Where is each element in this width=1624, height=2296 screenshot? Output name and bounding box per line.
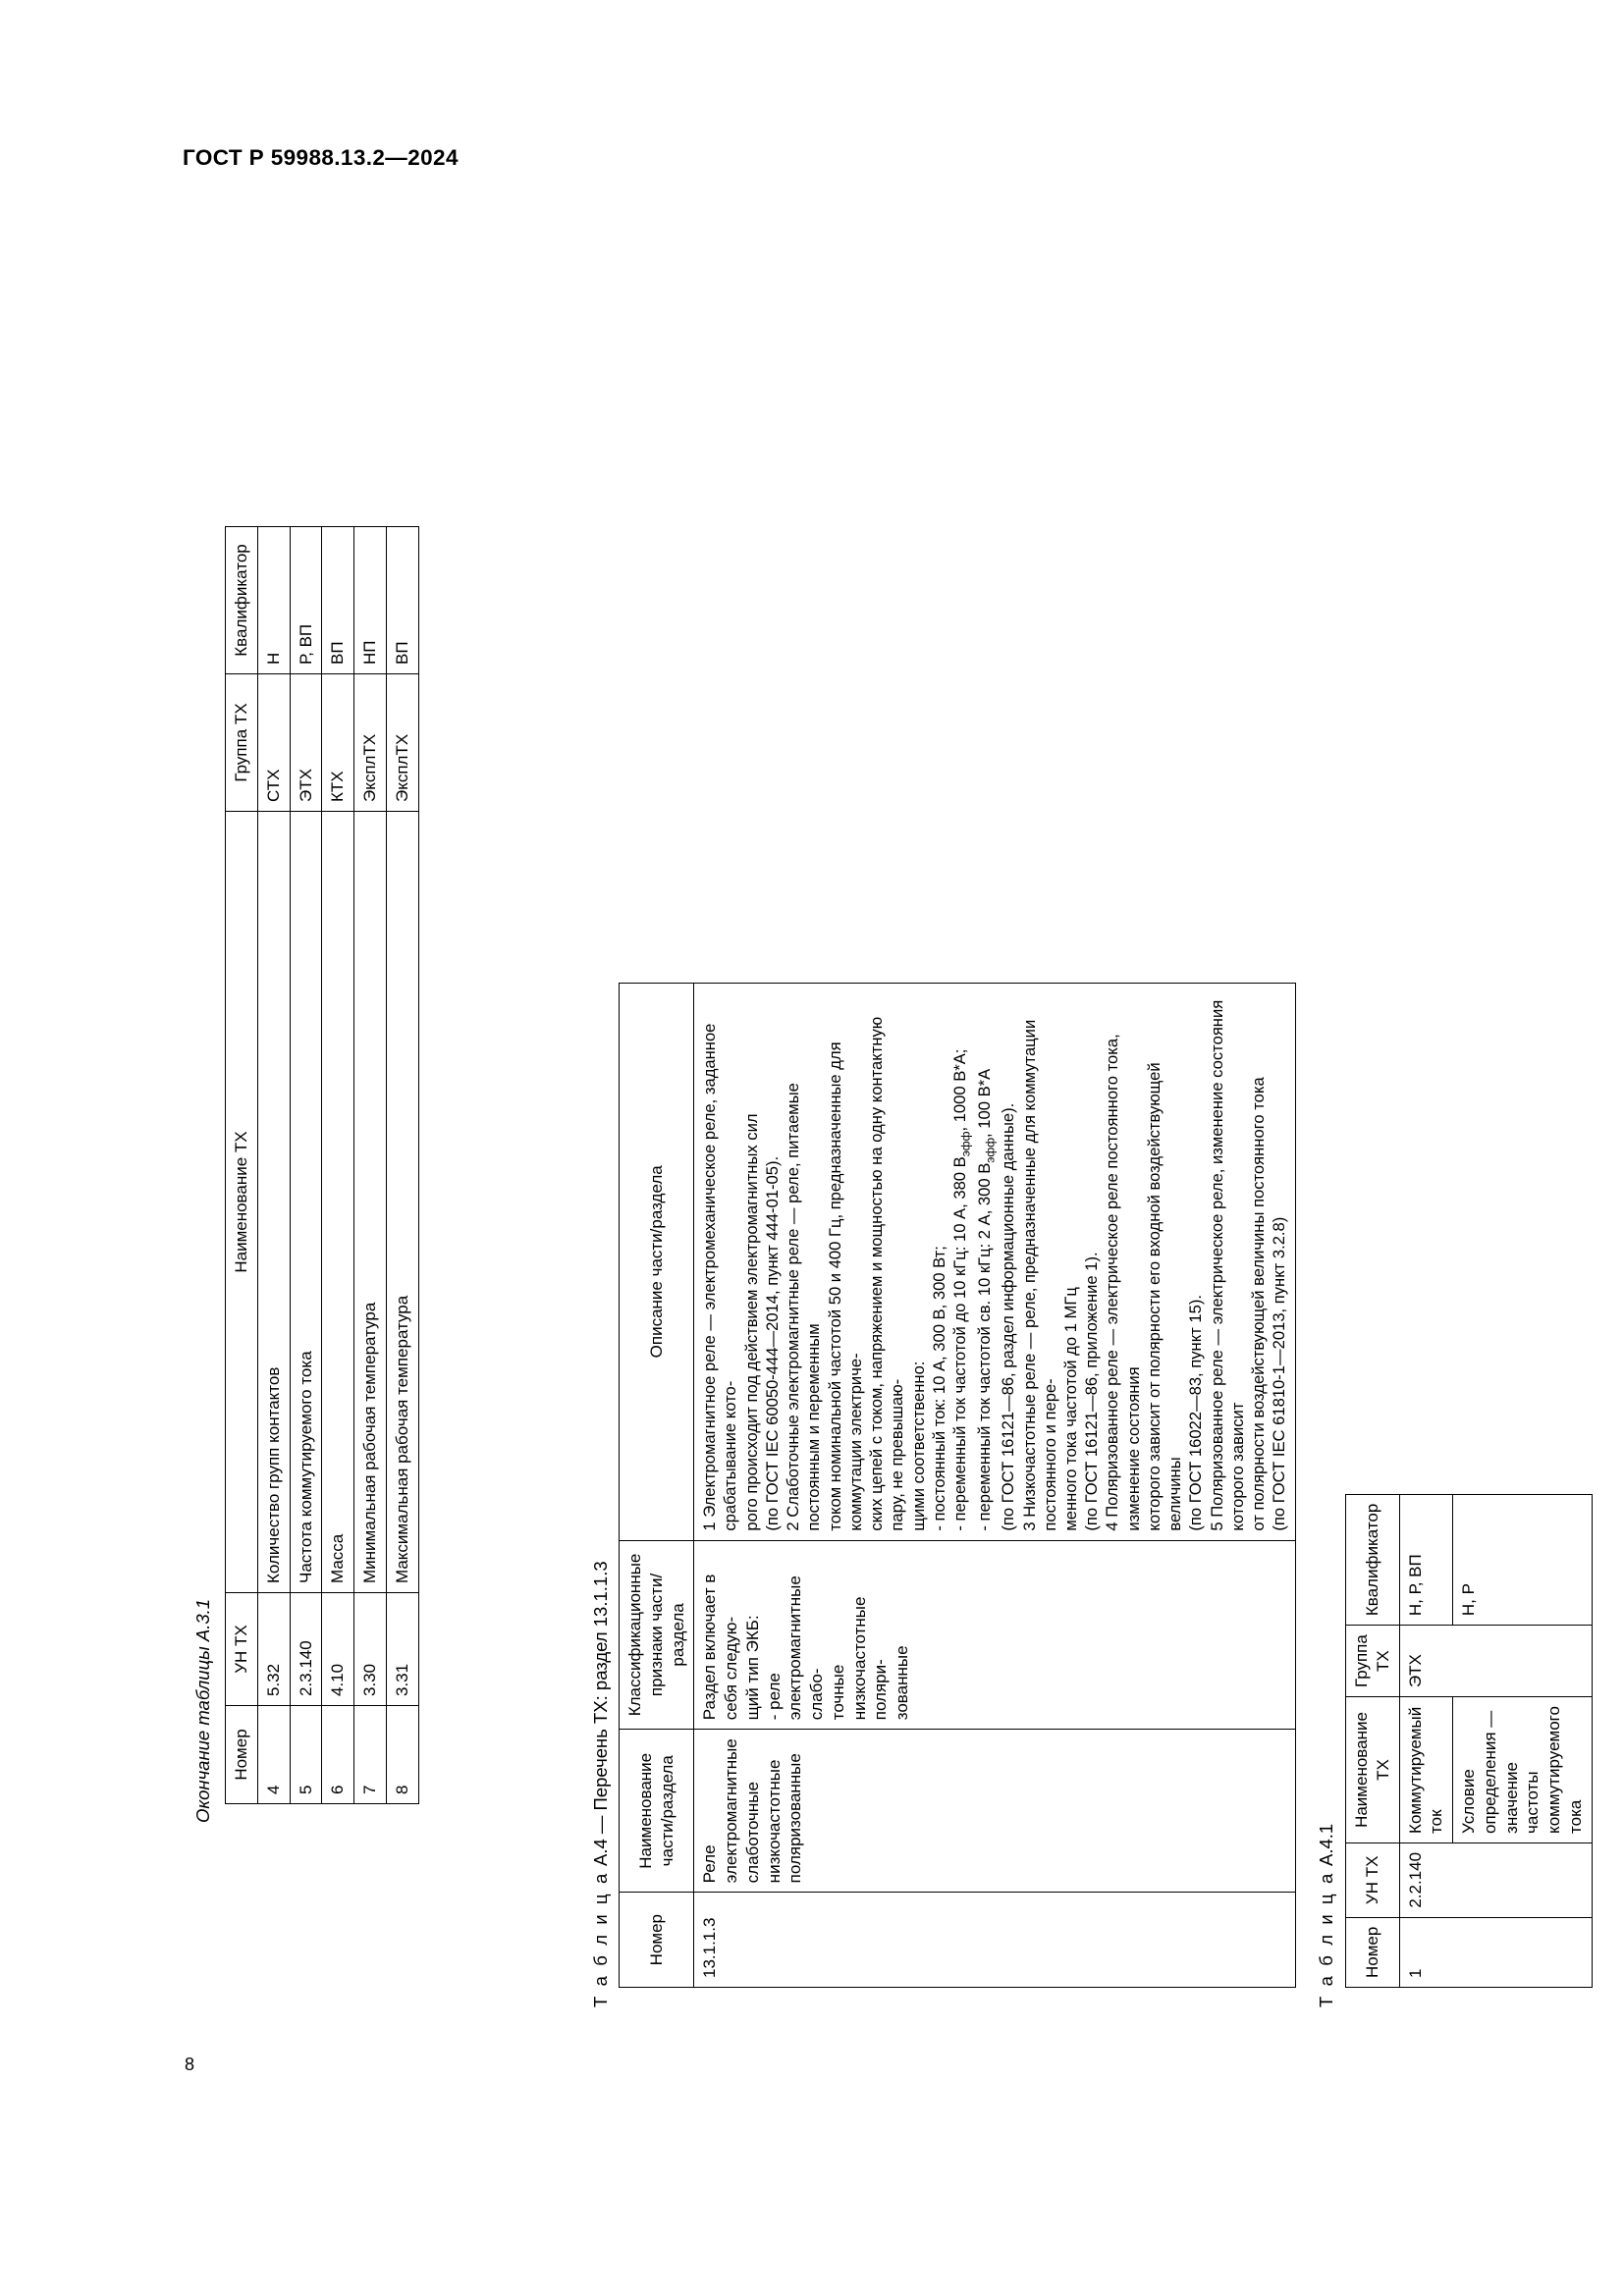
cell-un-th: 3.30 — [354, 1593, 387, 1706]
classification-line: зованные — [893, 1645, 911, 1721]
description-line: 3 Низкочастотные реле — реле, предназначенные для коммутации постоянного и пере- — [1019, 1019, 1059, 1531]
col-header-classification: Классификационные признаки части/раздела — [620, 1540, 694, 1730]
description-line: 2 Слаботочные электромагнитные реле — реле, питаемые постоянным и переменным — [784, 1083, 824, 1531]
col-header-un-th: УН ТХ — [226, 1593, 258, 1706]
cell-name-th: Минимальная рабочая температура — [354, 812, 387, 1593]
table-a31 — [225, 526, 419, 1804]
description-line: щими соответственно: — [908, 1361, 928, 1531]
cell-un-th: 3.31 — [386, 1593, 418, 1706]
classification-line: точные низкочастотные поляри- — [828, 1596, 891, 1721]
cell-number: 4 — [257, 1706, 290, 1804]
cell-qualifier: Р, ВП — [290, 527, 322, 674]
col-header-number: Номер — [226, 1706, 258, 1804]
table-a41-header-row — [1346, 1494, 1400, 1987]
cell-name-th: Максимальная рабочая температура — [386, 812, 418, 1593]
col-header-name-th: Наименование ТХ — [1346, 1697, 1400, 1843]
col-header-group-th: Группа ТХ — [1346, 1626, 1400, 1697]
description-line: (по ГОСТ 16022—83, пункт 15). — [1186, 1295, 1206, 1531]
cell-un-th: 4.10 — [322, 1593, 354, 1706]
cell-name-th: Частота коммутируемого тока — [290, 812, 322, 1593]
description-line: рого происходит под действием электромагнитных сил — [741, 1113, 761, 1531]
table-row — [354, 527, 387, 1804]
cell-qualifier: ВП — [386, 527, 418, 674]
description-line: 4 Поляризованное реле — электрическое реле постоянного тока, изменение состояния — [1103, 1034, 1143, 1531]
table-a41-block — [1345, 1494, 1593, 1988]
cell-number: 8 — [386, 1706, 418, 1804]
cell-group-th: КТХ — [322, 674, 354, 812]
table-row — [257, 527, 290, 1804]
page-header: ГОСТ Р 59988.13.2—2024 — [183, 145, 459, 170]
cell-name-th: Количество групп контактов — [257, 812, 290, 1593]
table-a41 — [1345, 1494, 1593, 1988]
table-row — [290, 527, 322, 1804]
cell-description — [694, 984, 1295, 1541]
classification-line: Раздел включает в себя следую- — [700, 1574, 740, 1721]
col-header-description: Описание части/раздела — [620, 984, 694, 1541]
table-a4-caption-label: Т а б л и ц а — [590, 1871, 611, 2007]
description-line: менного тока частотой до 1 МГц — [1060, 1287, 1080, 1531]
cell-un-th: 2.3.140 — [290, 1593, 322, 1706]
table-a41-caption — [1316, 1824, 1337, 2007]
table-a41-caption-label: Т а б л и ц а — [1316, 1871, 1336, 2007]
description-line: - переменный ток частотой св. 10 кГц: 2 А, 300 $В_{эфф}$, 100 В*А — [974, 1068, 997, 1531]
cell-name-th: Коммутируемый ток — [1399, 1697, 1453, 1843]
col-header-part-name: Наименование части/раздела — [620, 1730, 694, 1893]
description-line: (по ГОСТ IEC 60050-444—2014, пункт 444-01-05). — [762, 1155, 782, 1531]
cell-group-th: ЭксплТХ — [386, 674, 418, 812]
classification-line: щий тип ЭКБ: — [742, 1615, 762, 1721]
col-header-qualifier: Квалификатор — [1346, 1494, 1400, 1626]
cell-classification — [694, 1540, 1295, 1730]
description-line: которого зависит от полярности его входной воздействующей величины — [1144, 1062, 1185, 1531]
description-line: - постоянный ток: 10 А, 300 В, 300 Вт; — [929, 1246, 948, 1531]
cell-un-th: 2.2.140 — [1399, 1842, 1592, 1917]
description-line: - переменный ток частотой до 10 кГц: 10 А, 380 $В_{эфф}$, 1000 В*А; — [950, 1048, 973, 1531]
cell-number: 13.1.1.3 — [694, 1893, 1295, 1988]
description-line: от полярности воздействующей величины постоянного тока — [1249, 1077, 1269, 1531]
table-a31-caption — [192, 1599, 214, 1823]
cell-qualifier: ВП — [322, 527, 354, 674]
classification-line: - реле электромагнитные слабо- — [764, 1575, 826, 1721]
col-header-group-th: Группа ТХ — [226, 674, 258, 812]
cell-number: 7 — [354, 1706, 387, 1804]
description-line: (по ГОСТ IEC 61810-1—2013, пункт 3.2.8) — [1270, 1216, 1289, 1531]
cell-number: 6 — [322, 1706, 354, 1804]
table-a4-header-row — [620, 984, 694, 1988]
cell-un-th: 5.32 — [257, 1593, 290, 1706]
cell-qualifier: НП — [354, 527, 387, 674]
cell-group-th: ЭксплТХ — [354, 674, 387, 812]
table-a31-block — [225, 526, 419, 1804]
description-line: током номинальной частотой 50 и 400 Гц, предназначенные для коммутации электриче- — [825, 1041, 865, 1531]
cell-name-th: Масса — [322, 812, 354, 1593]
cell-number: 5 — [290, 1706, 322, 1804]
col-header-un-th: УН ТХ — [1346, 1842, 1400, 1917]
cell-group-th: ЭТХ — [290, 674, 322, 812]
page-number: 8 — [185, 2055, 195, 2074]
table-row — [322, 527, 354, 1804]
description-line: 5 Поляризованное реле — электрическое реле, изменение состояния которого зависит — [1207, 999, 1247, 1531]
cell-qualifier: Н — [257, 527, 290, 674]
cell-number: 1 — [1399, 1917, 1592, 1987]
table-a4 — [619, 983, 1296, 1988]
col-header-number: Номер — [620, 1893, 694, 1988]
cell-group-th: ЭТХ — [1399, 1626, 1592, 1697]
table-a4-block — [619, 983, 1296, 1988]
table-a4-caption — [590, 1561, 612, 2007]
table-row — [694, 984, 1295, 1988]
table-a31-caption-text: Окончание таблицы А.3.1 — [192, 1598, 213, 1823]
cell-condition: Условие определения — значение частоты коммутируемого тока — [1453, 1697, 1593, 1843]
cell-part-name: Реле электромагнитные слаботочные низкочастотные поляризованные — [694, 1730, 1295, 1893]
cell-qualifier: Н, Р, ВП — [1399, 1494, 1453, 1626]
cell-qualifier: Н, Р — [1453, 1494, 1593, 1626]
description-line: 1 Электромагнитное реле — электромеханическое реле, заданное срабатывание кото- — [700, 1023, 740, 1531]
table-a31-header-row — [226, 527, 258, 1804]
description-line: (по ГОСТ 16121—86, раздел информационные данные). — [999, 1102, 1018, 1531]
table-row — [386, 527, 418, 1804]
col-header-number: Номер — [1346, 1917, 1400, 1987]
cell-group-th: СТХ — [257, 674, 290, 812]
table-a4-caption-text: А.4 — Перечень ТХ: раздел 13.1.1.3 — [590, 1561, 611, 1867]
col-header-qualifier: Квалификатор — [226, 527, 258, 674]
description-line: (по ГОСТ 16121—86, приложение 1). — [1082, 1252, 1102, 1531]
col-header-name-th: Наименование ТХ — [226, 812, 258, 1593]
table-a41-caption-text: А.4.1 — [1316, 1823, 1336, 1867]
table-row — [1399, 1494, 1453, 1987]
description-line: ских цепей с током, напряжением и мощностью на одну контактную пару, не превышаю- — [867, 1016, 907, 1531]
